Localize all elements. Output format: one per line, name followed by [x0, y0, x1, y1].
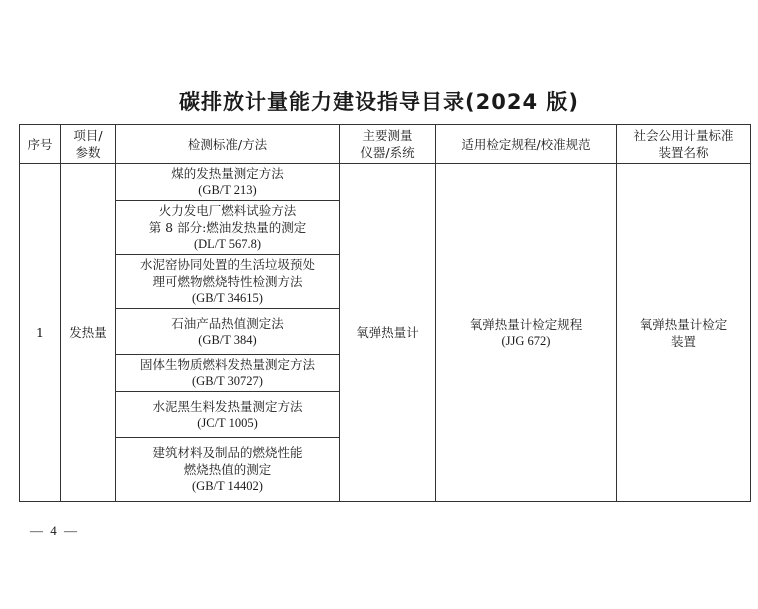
standard-name-cont: 燃烧热值的测定	[183, 462, 272, 477]
header-method: 检测标准/方法	[116, 125, 340, 164]
row-seq: 1	[20, 164, 61, 502]
row-device	[617, 164, 751, 502]
document-title: 碳排放计量能力建设指导目录(2024 版)	[179, 90, 579, 114]
header-item-line1: 项目/	[73, 128, 103, 143]
standard-name: 建筑材料及制品的燃烧性能	[152, 445, 303, 460]
standard-cell	[116, 438, 340, 502]
standard-code: (GB/T 30727)	[192, 374, 263, 388]
standard-code: (GB/T 34615)	[192, 291, 263, 305]
header-item-line2: 参数	[75, 145, 101, 160]
page-number: — 4 —	[30, 523, 79, 538]
row-regulation	[436, 164, 617, 502]
standard-cell	[116, 255, 340, 309]
regulation-name: 氧弹热量计检定规程	[469, 316, 583, 332]
standard-name-cont: 理可燃物燃烧特性检测方法	[152, 274, 303, 289]
header-instrument-line1: 主要测量	[362, 128, 413, 143]
header-instrument-line2: 仪器/系统	[360, 145, 415, 160]
standard-code: (GB/T 213)	[198, 183, 257, 197]
header-item	[61, 125, 116, 164]
row-instrument: 氧弹热量计	[340, 164, 436, 502]
header-device-line2: 装置名称	[658, 145, 709, 160]
standard-code: (GB/T 14402)	[192, 479, 263, 493]
header-device	[617, 125, 751, 164]
standard-name: 水泥黑生料发热量测定方法	[152, 398, 303, 414]
standard-name: 煤的发热量测定方法	[171, 166, 284, 181]
device-line2: 装置	[670, 333, 696, 349]
standard-name: 固体生物质燃料发热量测定方法	[139, 357, 315, 372]
standard-code: (DL/T 567.8)	[193, 237, 262, 251]
device-line1: 氧弹热量计检定	[639, 316, 728, 332]
catalog-table	[19, 124, 751, 502]
header-instrument	[340, 125, 436, 164]
standard-name: 水泥窑协同处置的生活垃圾预处	[139, 257, 315, 272]
standard-name: 火力发电厂燃料试验方法	[158, 203, 297, 218]
table-header-row	[20, 125, 751, 164]
header-regulation: 适用检定规程/校准规范	[436, 125, 617, 164]
standard-name-cont: 第 8 部分:燃油发热量的测定	[148, 220, 307, 235]
standard-cell	[116, 164, 340, 201]
standard-cell	[116, 392, 340, 438]
regulation-code: (JJG 672)	[501, 333, 551, 348]
standard-cell	[116, 309, 340, 355]
row-parameter: 发热量	[61, 164, 116, 502]
standard-code: (JC/T 1005)	[197, 415, 258, 430]
standard-cell	[116, 201, 340, 255]
standard-name: 石油产品热值测定法	[171, 315, 284, 331]
header-device-line1: 社会公用计量标准	[633, 128, 734, 143]
standard-cell	[116, 355, 340, 392]
header-seq: 序号	[20, 125, 61, 164]
table-row	[20, 164, 751, 201]
standard-code: (GB/T 384)	[198, 332, 257, 347]
